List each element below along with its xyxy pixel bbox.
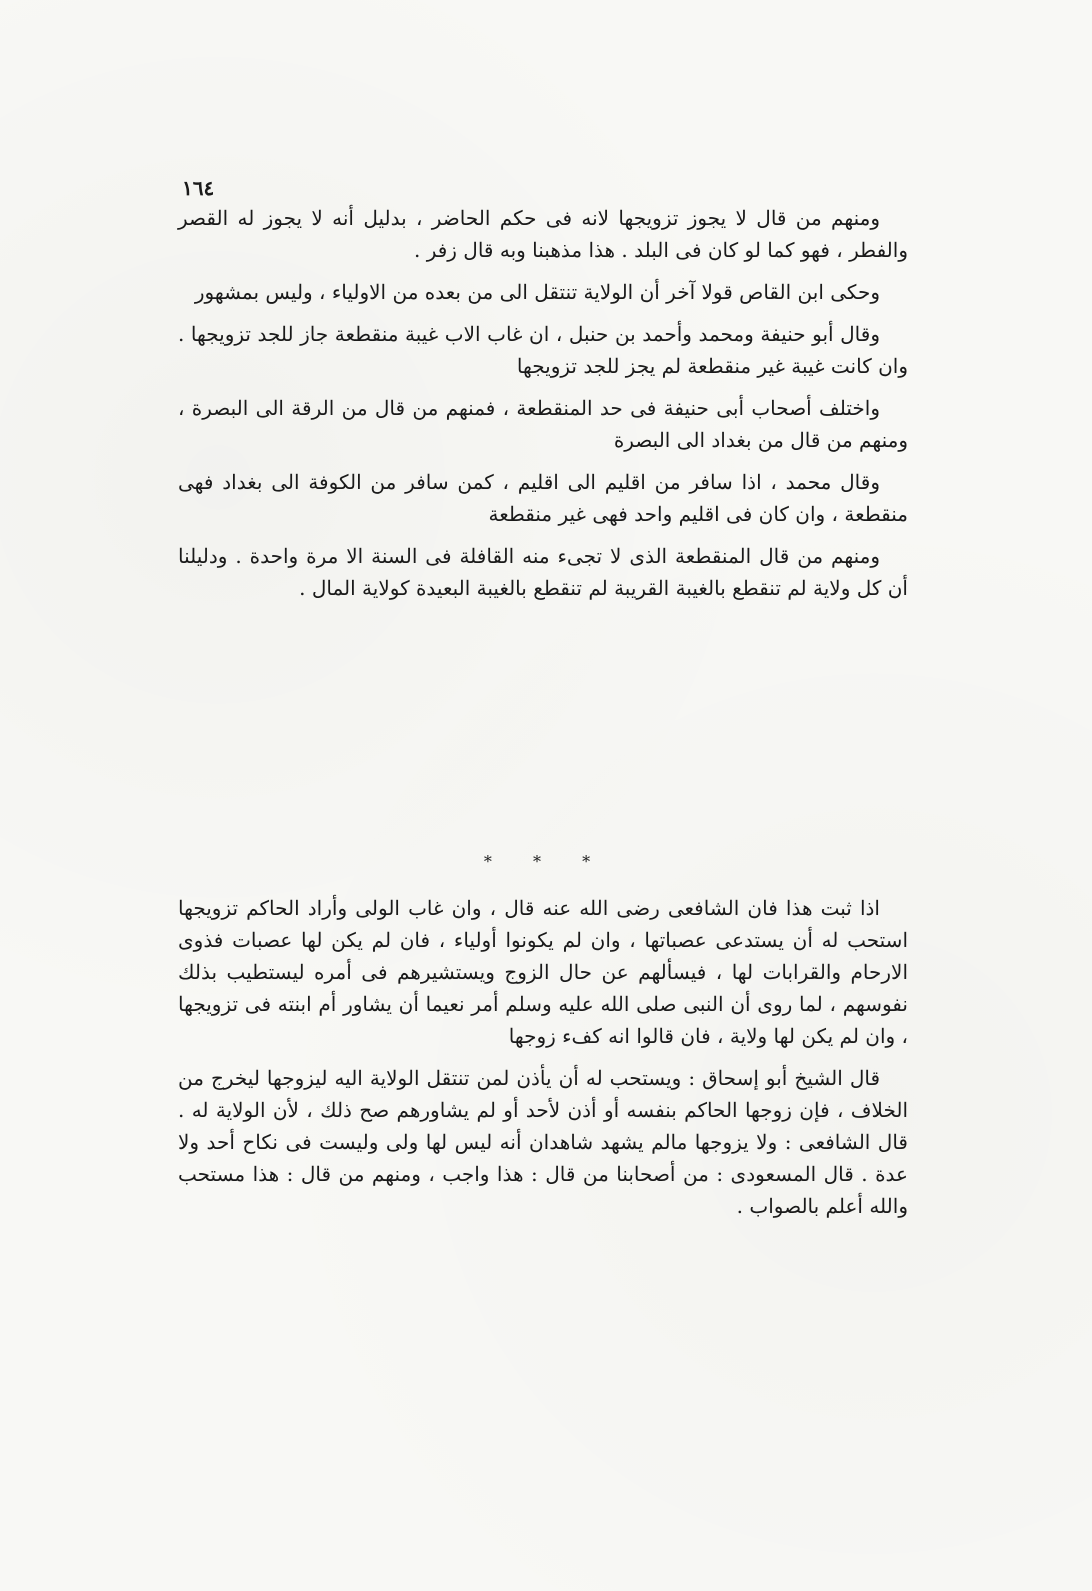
paragraph: اذا ثبت هذا فان الشافعى رضى الله عنه قال ، وان غاب الولى وأراد الحاكم تزويجها استحب له أن يستدعى عصباتها ، وان لم يكونوا أولياء ، فان لم يكن لها عصبات فذوى الارحام والقرابات لها ، فيسألهم عن حال الزوج ويستشيرهم فى أمره ليستطيب بذلك نفوسهم ، لما روى أن النبى صلى الله عليه وسلم أمر نعيما أن يشاور أم ابنته فى تزويجها ، وان لم يكن لها ولاية ، فان قالوا انه كفء زوجها <box>178 896 908 1048</box>
paragraph: وقال أبو حنيفة ومحمد وأحمد بن حنبل ، ان غاب الاب غيبة منقطعة جاز للجد تزويجها . وان كانت غيبة غير منقطعة لم يجز للجد تزويجها <box>178 322 908 378</box>
paragraph: قال الشيخ أبو إسحاق : ويستحب له أن يأذن لمن تنتقل الولاية اليه ليزوجها ليخرج من الخلاف ، فإن زوجها الحاكم بنفسه أو أذن لأحد أو لم يشاورهم صح ذلك ، لأن الولاية له . قال الشافعى : ولا يزوجها مالم يشهد شاهدان أنه ليس لها ولى وليست فى نكاح أحد ولا عدة . قال المسعودى : من أصحابنا من قال : هذا واجب ، ومنهم من قال : هذا مستحب والله أعلم بالصواب . <box>178 1066 908 1218</box>
text-section-top <box>178 202 908 614</box>
paragraph: واختلف أصحاب أبى حنيفة فى حد المنقطعة ، فمنهم من قال من الرقة الى البصرة ، ومنهم من قال من بغداد الى البصرة <box>178 396 908 452</box>
page-number: ١٦٤ <box>182 176 215 200</box>
section-separator: * * * <box>483 852 609 871</box>
paragraph: وقال محمد ، اذا سافر من اقليم الى اقليم ، كمن سافر من الكوفة الى بغداد فهى منقطعة ، وان كان فى اقليم واحد فهى غير منقطعة <box>178 470 908 526</box>
paragraph: وحكى ابن القاص قولا آخر أن الولاية تنتقل الى من بعده من الاولياء ، وليس بمشهور <box>194 280 880 304</box>
text-section-bottom <box>178 892 908 1232</box>
paragraph: ومنهم من قال المنقطعة الذى لا تجىء منه القافلة فى السنة الا مرة واحدة . ودليلنا أن كل ولاية لم تنقطع بالغيبة القريبة لم تنقطع بالغيبة البعيدة كولاية المال . <box>178 544 908 600</box>
paragraph: ومنهم من قال لا يجوز تزويجها لانه فى حكم الحاضر ، بدليل أنه لا يجوز له القصر والفطر ، فهو كما لو كان فى البلد . هذا مذهبنا وبه قال زفر . <box>178 206 908 262</box>
